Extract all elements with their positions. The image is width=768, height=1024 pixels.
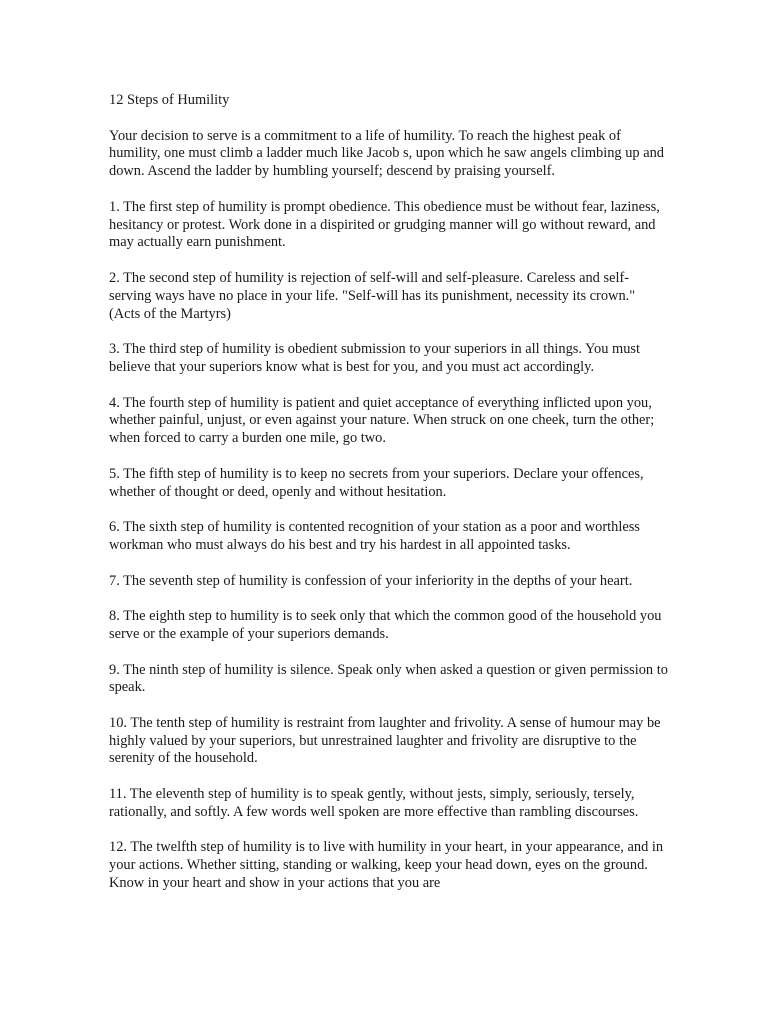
document-title: 12 Steps of Humility xyxy=(109,92,230,108)
intro-paragraph: Your decision to serve is a commitment to a life of humility. To reach the highest peak of humility, one must climb a ladder much like Jacob s, upon which he saw angels climbing up and down. Ascend the ladder by humbling yourself; descend by praising yourself. xyxy=(109,127,664,180)
step-5-paragraph: 5. The fifth step of humility is to keep no secrets from your superiors. Declare your offences, whether of thought or deed, openly and without hesitation. xyxy=(109,465,644,500)
step-11-paragraph: 11. The eleventh step of humility is to speak gently, without jests, simply, seriously, tersely, rationally, and softly. A few words well spoken are more effective than rambling discourses. xyxy=(109,786,639,820)
step-3-paragraph: 3. The third step of humility is obedient submission to your superiors in all things. You must believe that your superiors know what is best for you, and you must act accordingly. xyxy=(109,341,640,375)
step-8-paragraph: 8. The eighth step to humility is to seek only that which the common good of the household you serve or the example of your superiors demands. xyxy=(109,608,662,642)
step-2-paragraph: 2. The second step of humility is rejection of self-will and self-pleasure. Careless and self-serving ways have no place in your life. "Self-will has its punishment, necessity its crown." (Acts of the Martyrs) xyxy=(109,269,636,322)
step-1-paragraph: 1. The first step of humility is prompt obedience. This obedience must be without fear, laziness, hesitancy or protest. Work done in a dispirited or grudging manner will go without reward, and may actually earn punishment. xyxy=(109,198,660,251)
step-10-paragraph: 10. The tenth step of humility is restraint from laughter and frivolity. A sense of humour may be highly valued by your superiors, but unrestrained laughter and frivolity are disruptive to the serenity of the household. xyxy=(109,714,661,767)
document-body xyxy=(109,92,669,911)
step-4-paragraph: 4. The fourth step of humility is patient and quiet acceptance of everything inflicted upon you, whether painful, unjust, or even against your nature. When struck on one cheek, turn the other; when forced to carry a burden one mile, go two. xyxy=(109,394,655,447)
step-12-paragraph: 12. The twelfth step of humility is to live with humility in your heart, in your appearance, and in your actions. Whether sitting, standing or walking, keep your head down, eyes on the ground. Know in your heart and show in your actions that you are xyxy=(109,839,664,892)
step-7-paragraph: 7. The seventh step of humility is confession of your inferiority in the depths of your heart. xyxy=(109,572,633,589)
step-6-paragraph: 6. The sixth step of humility is contented recognition of your station as a poor and worthless workman who must always do his best and try his hardest in all appointed tasks. xyxy=(109,519,640,553)
step-9-paragraph: 9. The ninth step of humility is silence. Speak only when asked a question or given permission to speak. xyxy=(109,661,668,696)
